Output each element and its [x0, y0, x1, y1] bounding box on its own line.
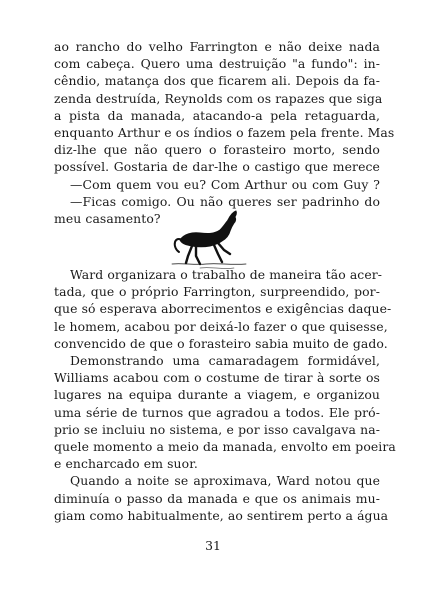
text-line: zenda destruída, Reynolds com os rapazes que siga [54, 90, 383, 106]
text-line: quele momento a meio da manada, envolto em poeira [54, 439, 396, 455]
text-line: cêndio, matança dos que ficarem ali. Depois da fa- [54, 73, 380, 89]
text-line: e encharcado em suor. [54, 456, 198, 472]
text-line: Demonstrando uma camaradagem formidável, [70, 353, 380, 369]
text-line: —Ficas comigo. Ou não queres ser padrinho do [70, 193, 380, 209]
page-number: 31 [205, 538, 221, 553]
text-line: meu casamento? [54, 211, 161, 227]
text-line: tada, que o próprio Farrington, surpreendido, por- [54, 284, 380, 300]
text-line: le homem, acabou por deixá-lo fazer o que quisesse, [54, 318, 388, 334]
text-line: com cabeça. Quero uma destruição "a fundo": in- [54, 56, 380, 72]
text-line: enquanto Arthur e os índios o fazem pela frente. Mas [54, 125, 395, 141]
text-line: lugares na equipa durante a viagem, e organizou [54, 387, 380, 403]
text-line: Quando a noite se aproximava, Ward notou que [70, 473, 380, 489]
text-block-narrative [54, 266, 396, 524]
text-block-dialogue [54, 38, 395, 227]
text-line: diminuía o passo da manada e que os animais mu- [54, 490, 380, 506]
text-line: giam como habitualmente, ao sentirem perto a água [54, 507, 389, 523]
text-line: possível. Gostaria de dar-lhe o castigo que merece [54, 159, 380, 175]
text-line: ao rancho do velho Farrington e não deixe nada [54, 39, 380, 54]
text-line: —Com quem vou eu? Com Arthur ou com Guy ? [70, 176, 380, 192]
text-line: a pista da manada, atacando-a pela retaguarda, [54, 107, 380, 123]
text-line: convencido de que o forasteiro sabia muito de gado. [54, 335, 388, 351]
text-line: prio se incluiu no sistema, e por isso cavalgava na- [54, 421, 380, 437]
text-line: que só esperava aborrecimentos e exigências daque- [54, 301, 392, 317]
text-line: diz-lhe que não quero o forasteiro morto, sendo [54, 142, 380, 158]
text-line: uma série de turnos que agradou a todos. Ele pró- [54, 404, 380, 420]
text-line: Ward organizara o trabalho de maneira tão acer- [70, 267, 383, 282]
text-line: Williams acabou com o costume de tirar à sorte os [54, 370, 380, 386]
